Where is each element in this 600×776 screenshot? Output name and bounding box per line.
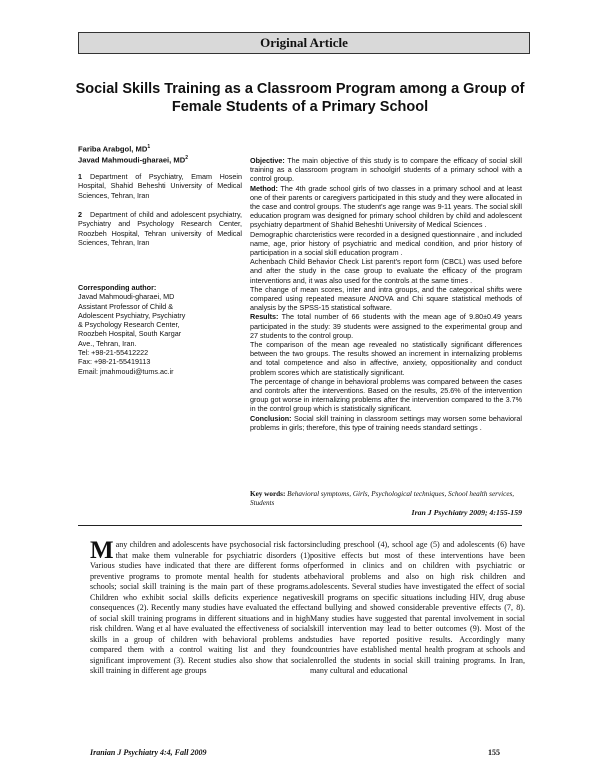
footer-journal: Iranian J Psychiatry 4:4, Fall 2009 [90,748,207,757]
page-number: 155 [488,748,500,757]
abstract-paragraph: The change of mean scores, inter and intra groups, and the categorical shifts were compared using repeated measure ANOVA and Chi square statistical methods of analysis by the SPSS-15 statistical software. [250,284,522,313]
corresponding-line: Assistant Professor of Child & [78,301,174,311]
article-type-banner: Original Article [78,32,530,54]
abstract-paragraph: Demographic charcteristics were recorded in a designed questionnaire , and included name, age, prior history of psychiatric and medical condition, and prior history of participation in a social skill education program . [250,229,522,258]
author-1: Fariba Arabgol, $MD^1$ [78,144,151,154]
corresponding-line: & Psychology Research Center, [78,320,180,330]
citation: Iran J Psychiatry 2009; 4:155-159 [411,508,522,517]
body-column-1: Many children and adolescents have psychosocial risk factors that make them vulnerable for psychiatric disorders (1) Various studies have indicated that there are different forms of preventive programs to promote mental health for students at schools; social skill training is the main part of these programs. Children who exhibit social skills deficits experience negative consequences (2). Recently many studies have evaluated the effect of social skill training programs in different situations and in high risk children. Wang et al have evaluated the effectiveness of social skills in a group of children with behavioral problems and compared them with a control waiting list and they found significant improvement (3). Recent studies also show that social skill training in different age groups [90,537,310,675]
body-column-2: including preschool (4), school age (5) and adolescents (6) have positive effects but most of these interventions have been performed in clinics and on children with psychiatric or behavioral problems and also on high risk children and adolescents. Several studies have investigated the effect of social skill programs on specific situations including HIV, drug abuse and bullying and showed considerable preventive effects (7, 8). Many studies have suggested that parental involvement in social skill intervention may lead to better outcomes (9). Most of the studies have reported positive results. Accordingly many countries have established mental health program at schools and enrolled the students in social skill training programs. In Iran, many cultural and educational [310,540,525,675]
abstract-paragraph: Achenbach Child Behavior Check List parent's report form (CBCL) was used before and after the study in the case group to evaluate the efficacy of the program interventions and, it was also used for the controls at the same times . [250,257,522,285]
author-2: Javad Mahmoudi-gharaei, $MD^2$ [78,155,188,165]
corresponding-line: Ave., Tehran, Iran. [78,338,137,348]
abstract-objective: Objective: The main objective of this study is to compare the efficacy of social skill training as a classroom program in schoolgirl students of a primary school with a control group. [250,156,522,184]
corresponding-line: Adolescent Psychiatry, Psychiatry [78,310,186,320]
abstract-paragraph: The percentage of change in behavioral problems was compared between the cases and controls after the interventions. Based on the results, 25.6% of the intervention group got worse in internalizing problems after the intervention compared to the 3.7% in the control group which is statistically significant. [250,376,522,414]
corresponding-phone: Tel: +98-21-55412222 [78,348,149,358]
abstract [250,156,522,432]
corresponding-fax: Fax: +98-21-55419113 [78,357,151,367]
abstract-results: Results: The total number of 66 students with the mean age of 9.80±0.49 years participated in the study: 39 students were assigned to the experimental group and 27 students to the control group. [250,312,522,340]
corresponding-line: Javad Mahmoudi-gharaei, MD [78,292,175,302]
corresponding-author [78,283,244,376]
corresponding-line: Roozbeh Hospital, South Kargar [78,329,182,339]
corresponding-email[interactable]: Email: jmahmoudi@tums.ac.ir [78,366,174,376]
affiliation-2: 2 Department of child and adolescent psychiatry, Psychiatry and Psychology Research Center, Roozbeh Hospital, Tehran university of Medical Sciences, Tehran, Iran [78,210,242,248]
affiliation-1: 1 Department of Psychiatry, Emam Hosein Hospital, Shahid Beheshti University of Medical Sciences, Tehran, Iran [78,172,242,200]
abstract-conclusion: Conclusion: Social skill training in classroom settings may worsen some behavioral problems in girls; therefore, this type of training needs standard settings . [250,413,522,432]
abstract-paragraph: The comparison of the mean age revealed no statistically significant differences between the two groups. The results showed an increment in internalizing problems and total competence and also in affective, anxiety, oppositionality and conduct problem scores which are statistically significant. [250,340,522,377]
keywords: Key words: Behavioral symptoms, Girls, Psychological techniques, School health services, Students [250,490,515,507]
abstract-method: Method: The 4th grade school girls of two classes in a primary school and at least one of their parents or caregivers participated in this study and they were allocated in the case and control groups. The student's age range was 9-11 years. The social skill education program was designed for primary school children by child and adolescent psychiatry department of Shahid Beheshti University of Medical Sciences . [250,183,522,230]
section-divider [78,525,522,526]
drop-cap: M [90,537,114,564]
author-list [78,143,243,165]
article-title: Social Skills Training as a Classroom Program among a Group of Female Students of a Primary School [75,81,525,115]
corresponding-heading: Corresponding author: [78,283,157,292]
